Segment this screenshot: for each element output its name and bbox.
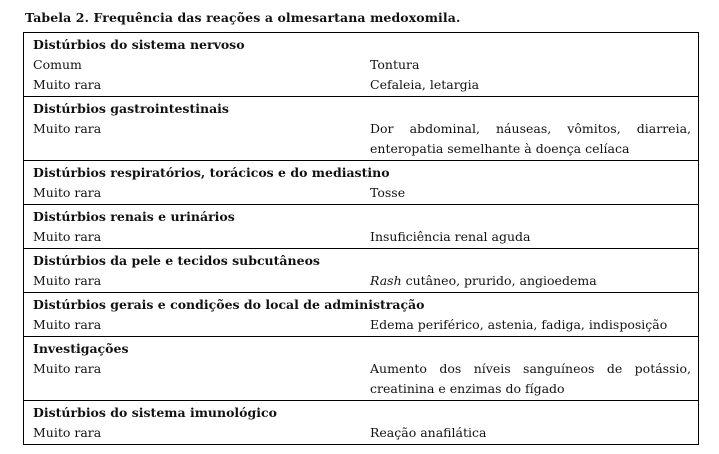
effect-cell <box>370 75 691 95</box>
table-row <box>33 359 698 399</box>
table-caption: Tabela 2. Frequência das reações a olmesartana medoxomila. <box>25 10 461 25</box>
effect-text: Tontura <box>370 57 420 72</box>
section-title: Distúrbios gastrointestinais <box>33 101 229 116</box>
effect-text: Insuficiência renal aguda <box>370 229 531 244</box>
section-title: Distúrbios respiratórios, torácicos e do mediastino <box>33 165 390 180</box>
effect-cell <box>370 119 691 159</box>
table-row <box>33 55 698 75</box>
table-section <box>24 161 698 205</box>
effect-text: Edema periférico, astenia, fadiga, indisposição <box>370 317 668 332</box>
table-section <box>24 337 698 401</box>
frequency-cell: Muito rara <box>33 361 102 376</box>
effect-text <box>370 271 691 291</box>
table-section <box>24 33 698 97</box>
effect-cell <box>370 55 691 75</box>
table-row <box>33 227 698 247</box>
section-title: Distúrbios renais e urinários <box>33 209 235 224</box>
section-title: Distúrbios gerais e condições do local de administração <box>33 297 425 312</box>
effect-cell <box>370 271 691 291</box>
effect-text: Aumento dos níveis sanguíneos de potássio, <box>370 361 691 376</box>
frequency-cell: Muito rara <box>33 273 102 288</box>
frequency-cell: Muito rara <box>33 229 102 244</box>
effect-text-rest: cutâneo, prurido, angioedema <box>401 273 597 288</box>
effect-text: enteropatia semelhante à doença celíaca <box>370 141 630 156</box>
section-title: Distúrbios do sistema imunológico <box>33 405 277 420</box>
section-title: Distúrbios da pele e tecidos subcutâneos <box>33 253 320 268</box>
effect-text: creatinina e enzimas do fígado <box>370 381 565 396</box>
frequency-cell: Muito rara <box>33 317 102 332</box>
frequency-cell: Muito rara <box>33 185 102 200</box>
table-row <box>33 423 698 443</box>
adverse-reactions-table <box>23 32 699 445</box>
table-row <box>33 119 698 159</box>
effect-text: Dor abdominal, náuseas, vômitos, diarreia, <box>370 121 691 136</box>
effect-text: Cefaleia, letargia <box>370 77 480 92</box>
section-title: Distúrbios do sistema nervoso <box>33 37 245 52</box>
effect-text: Tosse <box>370 185 406 200</box>
frequency-cell: Comum <box>33 57 82 72</box>
frequency-cell: Muito rara <box>33 77 102 92</box>
table-section <box>24 401 698 445</box>
frequency-cell: Muito rara <box>33 121 102 136</box>
effect-cell <box>370 183 691 203</box>
effect-italic-term: Rash <box>370 273 402 288</box>
table-row <box>33 75 698 95</box>
table-section <box>24 293 698 337</box>
effect-text: Reação anafilática <box>370 425 487 440</box>
frequency-cell: Muito rara <box>33 425 102 440</box>
table-row <box>33 183 698 203</box>
table-section <box>24 97 698 161</box>
table-section <box>24 249 698 293</box>
section-title: Investigações <box>33 341 129 356</box>
table-row <box>33 315 698 335</box>
table-section <box>24 205 698 249</box>
effect-cell <box>370 359 691 399</box>
effect-cell <box>370 227 691 247</box>
table-row <box>33 271 698 291</box>
effect-cell <box>370 423 691 443</box>
effect-cell <box>370 315 691 335</box>
